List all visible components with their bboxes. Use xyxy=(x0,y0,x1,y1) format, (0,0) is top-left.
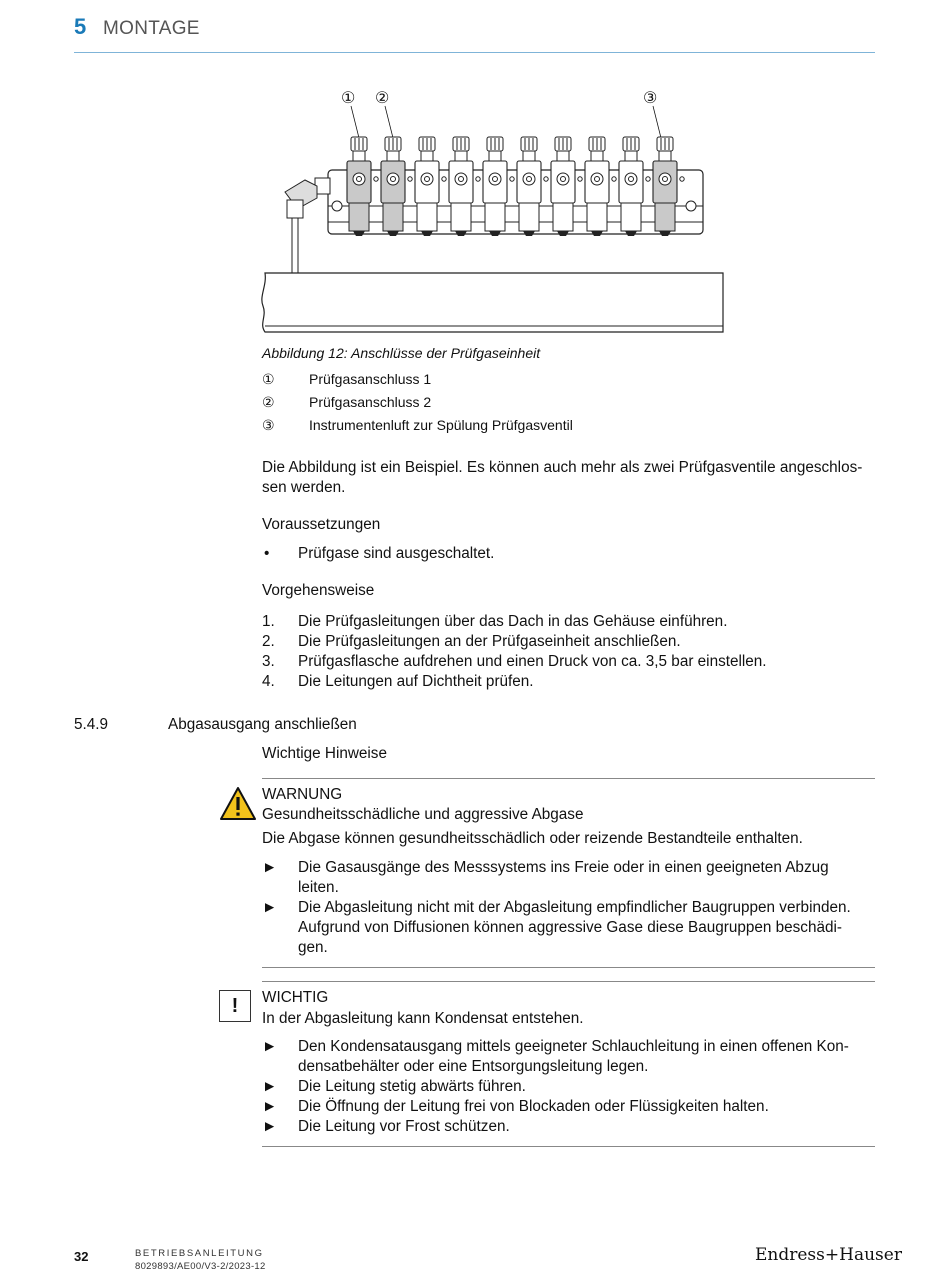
notice-bottom-rule xyxy=(262,1146,875,1147)
prerequisites-heading: Voraussetzungen xyxy=(262,516,381,533)
notice-action-line: Die Öffnung der Leitung frei von Blockaden oder Flüssigkeiten halten. xyxy=(298,1098,769,1115)
important-notes-heading: Wichtige Hinweise xyxy=(262,745,387,762)
warning-action-item xyxy=(262,898,872,958)
notice-top-rule xyxy=(262,981,875,982)
warning-action-line: gen. xyxy=(298,939,328,956)
arrow-marker-icon: ► xyxy=(262,1098,278,1115)
notice-text: In der Abgasleitung kann Kondensat entstehen. xyxy=(262,1010,584,1027)
chapter-number: 5 xyxy=(74,14,87,39)
notice-action-line: Die Leitung stetig abwärts führen. xyxy=(298,1078,526,1095)
step-text: Prüfgasflasche aufdrehen und einen Druck von ca. 3,5 bar einstellen. xyxy=(298,653,767,670)
callout-1: ① xyxy=(341,88,356,107)
legend-text: Instrumentenluft zur Spülung Prüfgasventil xyxy=(309,417,573,433)
notice-action-line: densatbehälter oder eine Entsorgungsleitung legen. xyxy=(298,1058,649,1075)
step-text: Die Prüfgasleitungen über das Dach in das Gehäuse einführen. xyxy=(298,613,728,630)
warning-subtitle: Gesundheitsschädliche und aggressive Abgase xyxy=(262,806,584,823)
arrow-marker-icon: ► xyxy=(262,859,278,876)
notice-action-line: Die Leitung vor Frost schützen. xyxy=(298,1118,510,1135)
notice-label: WICHTIG xyxy=(262,989,329,1006)
legend-number: ① xyxy=(262,371,275,387)
warning-action-line: leiten. xyxy=(298,879,339,896)
legend-number: ③ xyxy=(262,417,275,433)
legend-text: Prüfgasanschluss 2 xyxy=(309,394,432,410)
intro-line-1: Die Abbildung ist ein Beispiel. Es können auch mehr als zwei Prüfgasventile angeschlos- xyxy=(262,459,863,476)
prerequisite-item xyxy=(262,544,862,564)
arrow-marker-icon: ► xyxy=(262,1038,278,1055)
warning-top-rule xyxy=(262,778,875,779)
callout-2: ② xyxy=(375,88,390,107)
notice-action-item xyxy=(262,1037,872,1077)
prerequisite-text: Prüfgase sind ausgeschaltet. xyxy=(298,545,495,562)
step-number: 4. xyxy=(262,673,275,690)
arrow-marker-icon: ► xyxy=(262,1078,278,1095)
section-title: Abgasausgang anschließen xyxy=(168,716,357,733)
step-number: 2. xyxy=(262,633,275,650)
procedure-step xyxy=(262,672,862,692)
warning-action-line: Die Abgasleitung nicht mit der Abgasleitung empfindlicher Baugruppen verbinden. xyxy=(298,899,851,916)
step-number: 1. xyxy=(262,613,275,630)
brand-logo-text: Endress+Hauser xyxy=(755,1245,902,1265)
exclamation-notice-icon: ! xyxy=(219,990,251,1022)
notice-action-item xyxy=(262,1077,872,1097)
arrow-marker-icon: ► xyxy=(262,899,278,916)
legend-number: ② xyxy=(262,394,275,410)
step-number: 3. xyxy=(262,653,275,670)
header-rule xyxy=(74,52,875,53)
callout-3: ③ xyxy=(643,88,658,107)
step-text: Die Leitungen auf Dichtheit prüfen. xyxy=(298,673,534,690)
test-gas-unit-drawing xyxy=(255,80,735,342)
procedure-heading: Vorgehensweise xyxy=(262,582,375,599)
notice-action-item xyxy=(262,1097,872,1117)
page-number: 32 xyxy=(74,1249,89,1264)
figure-caption: Abbildung 12: Anschlüsse der Prüfgaseinheit xyxy=(262,345,541,361)
warning-triangle-icon xyxy=(219,786,257,822)
warning-text: Die Abgase können gesundheitsschädlich oder reizende Bestandteile enthalten. xyxy=(262,830,803,847)
procedure-step xyxy=(262,612,862,632)
step-text: Die Prüfgasleitungen an der Prüfgaseinheit anschließen. xyxy=(298,633,681,650)
notice-action-item xyxy=(262,1117,872,1137)
warning-bottom-rule xyxy=(262,967,875,968)
procedure-step xyxy=(262,632,862,652)
warning-action-line: Aufgrund von Diffusionen können aggressive Gase diese Baugruppen beschädi- xyxy=(298,919,842,936)
chapter-title: MONTAGE xyxy=(103,18,200,39)
section-number: 5.4.9 xyxy=(74,716,109,733)
notice-action-line: Den Kondensatausgang mittels geeigneter Schlauchleitung in einen offenen Kon- xyxy=(298,1038,849,1055)
procedure-step xyxy=(262,652,862,672)
warning-label: WARNUNG xyxy=(262,786,343,803)
document-id: 8029893/AE00/V3-2/2023-12 xyxy=(135,1261,266,1272)
bullet-marker: • xyxy=(264,545,270,562)
document-type: BETRIEBSANLEITUNG xyxy=(135,1248,264,1259)
warning-action-line: Die Gasausgänge des Messsystems ins Freie oder in einen geeigneten Abzug xyxy=(298,859,829,876)
intro-line-2: sen werden. xyxy=(262,479,346,496)
legend-text: Prüfgasanschluss 1 xyxy=(309,371,432,387)
warning-action-item xyxy=(262,858,872,898)
arrow-marker-icon: ► xyxy=(262,1118,278,1135)
